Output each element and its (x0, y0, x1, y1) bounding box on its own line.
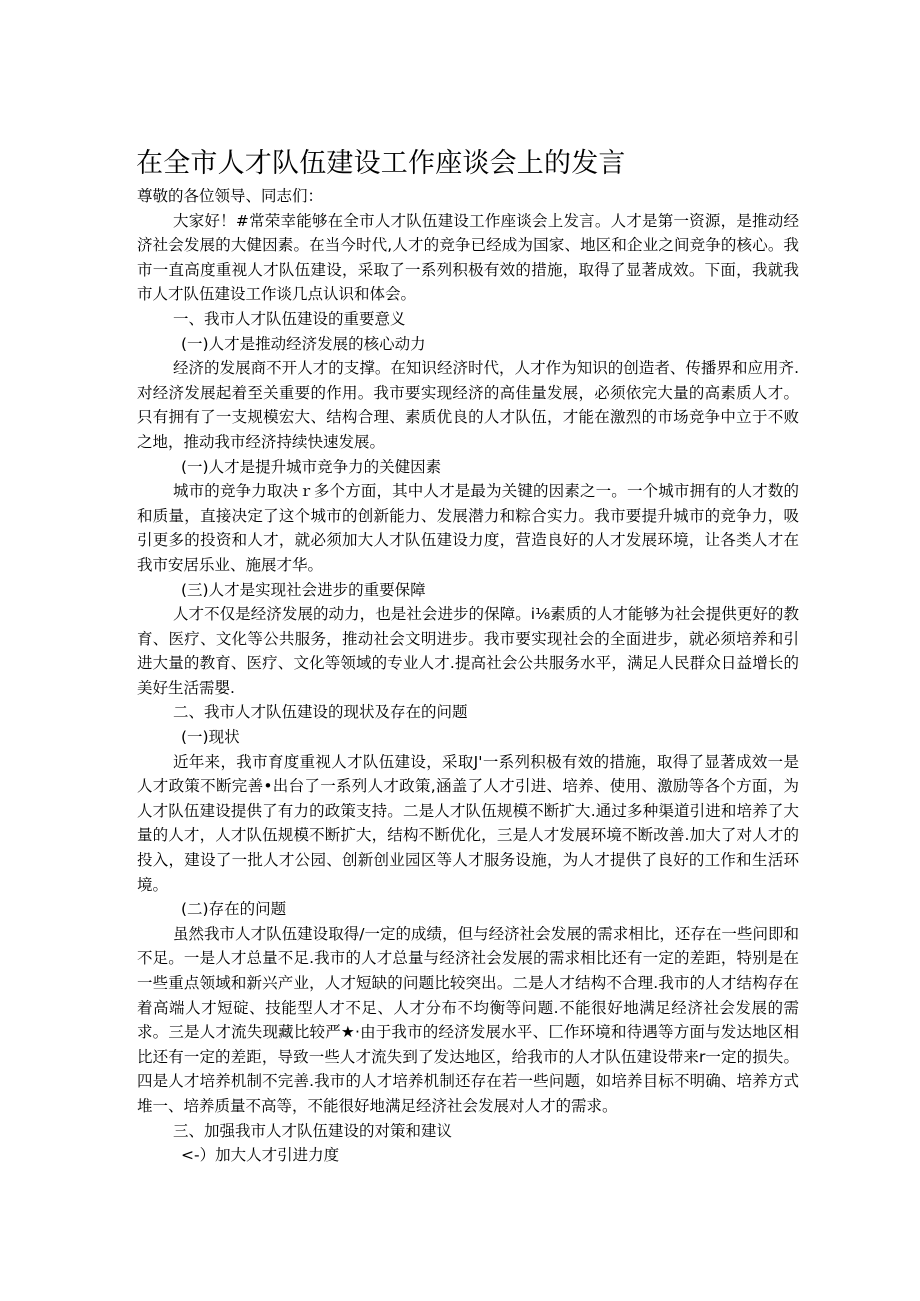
section-1-sub-3-heading: (三)人才是实现社会进步的重要保障 (181, 580, 426, 599)
section-1-sub-2-heading: (一)人才是提升城市竞争力的关健因素 (181, 457, 442, 476)
section-1-heading: 一、我市人才队伍建设的重要意义 (173, 309, 406, 328)
section-2-sub-1-heading: (一)现状 (181, 728, 240, 747)
section-1-sub-3-paragraph: 人才不仅是经济发展的动力，也是社会进步的保障。i⅛素质的人才能够为社会提供更好的教育、医疗、文化等公共服务，推动社会文明进步。我市要实现社会的全面进步，就必须培养和引进大量的教育、医疗、文化等领域的专业人才.提高社会公共服务水平，满足人民群众日益增长的美好生活需嬰. (137, 605, 799, 697)
section-3-sub-1-heading: <-）加大人才引进力度 (181, 1146, 340, 1165)
section-1-sub-1-paragraph: 经济的发展商不开人才的支撑。在知识经济时代，人才作为知识的创造者、传播界和应用齐.对经济发展起着至关重要的作用。我市要实现经济的高佳量发展，必须依完大量的高素质人才。只有拥有了一支规模宏大、结构合理、素质优良的人才队伍，才能在激烈的市场竞争中立于不败之地，推动我市经济持续快速发展。 (137, 359, 799, 451)
section-3-heading: 三、加强我市人才队伍建设的对策和建议 (173, 1121, 453, 1140)
section-2-sub-2-paragraph: 虽然我市人才队伍建设取得/一定的成绩，但与经济社会发展的需求相比，还存在一些问即和不足。一是人才总量不足.我市的人才总量与经济社会发展的需求相比还有一定的差距，特别是在一些重点领域和新兴产业，人才短缺的问题比较突出。二是人才结构不合理.我市的人才结构存在着高端人才短碇、技能型人才不足、人才分布不均衡等问题.不能很好地满足经济社会发展的需求。三是人才流失现藏比较严★·由于我市的经济发展水平、匚作环境和待遇等方面与发达地区相比还有一定的差距，导致一些人才流失到了发达地区，给我市的人才队伍建设带来r一定的损失。四是人才培养机制不完善.我市的人才培养机制还存在若一些问题，如培养目标不明确、培养方式堆一、培养质量不高等，不能很好地满足经济社会发展对人才的需求。 (137, 924, 799, 1115)
document-title: 在全市人才队伍建设工作座谈会上的发言 (136, 148, 626, 180)
section-2-sub-1-paragraph: 近年来，我市育度重视人才队伍建设，采取J'一系列积极有效的措施，取得了显著成效一是人才政策不断完善•出台了一系列人才政策,涵盖了人才引进、培养、使用、激励等各个方面，为人才队伍建设提供了有力的政策支持。二是人才队伍规模不断扩大.通过多种渠道引进和培养了大量的人才，人才队伍规模不断扩大，结构不断优化，三是人才发展环境不断改善.加大了对人才的投入，建设了一批人才公园、创新创业园区等人才服务设施，为人才提供了良好的工作和生活环境。 (137, 752, 799, 894)
intro-paragraph: 大家好！#常荣幸能够在全市人才队伍建设工作座谈会上发言。人才是第一资源，是推动经济社会发展的大健因素。在当今时代,人才的竞争已经成为国家、地区和企业之间竞争的核心。我市一直高度重视人才队伍建设，采取了一系列积极有效的措施，取得了显著成效。下面，我就我市人才队伍建设工作谈几点认识和体会。 (137, 211, 799, 304)
section-1-sub-2-paragraph: 城市的竞争力取决ｒ多个方面，其中人才是最为关键的因素之一。一个城市拥有的人才数的和质量，直接决定了这个城市的创新能力、发展潜力和粽合实力。我市要提升城市的竞争力，吸引更多的投资和人才，就必须加大人才队伍建设力度，营造良好的人才发展环境，让各类人才在我市安居乐业、施展才华。 (137, 482, 799, 574)
section-1-sub-1-heading: (一)人才是推动经济发展的核心动力 (181, 334, 426, 353)
section-2-heading: 二、我市人才队伍建设的现状及存在的问题 (173, 703, 468, 722)
document-body (137, 184, 799, 1168)
section-2-sub-2-heading: (二)存在的问题 (181, 900, 287, 919)
salutation: 尊敬的各位领导、同志们： (137, 187, 324, 205)
